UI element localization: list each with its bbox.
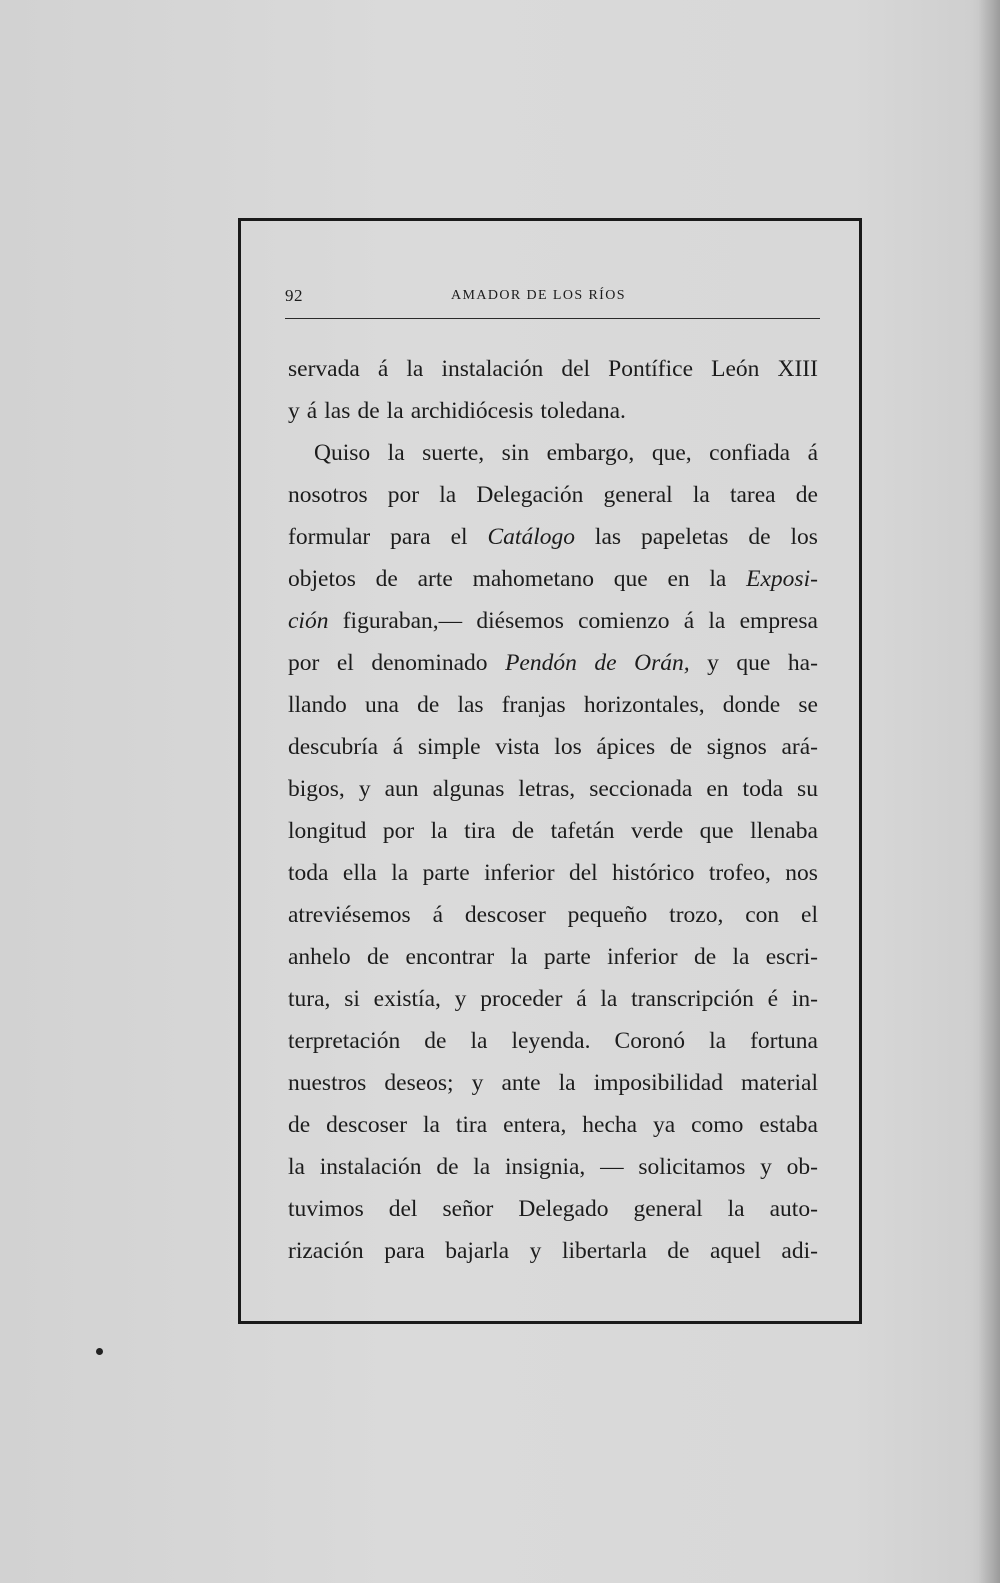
word: ción [288,608,329,634]
word: ob- [786,1154,818,1180]
word: suerte, [422,440,485,466]
word: simple [417,734,481,760]
word: á [306,398,318,424]
word: Catálogo [487,524,575,550]
word: la [406,356,424,382]
word: de [366,944,390,970]
word: donde [722,692,781,718]
word: ante [501,1070,541,1096]
word: de [748,524,771,550]
word: y [454,986,467,1012]
word: de [417,692,440,718]
word: inferior [607,944,678,970]
word: formular [288,524,371,550]
word: franjas [501,692,566,718]
word: las [324,398,351,424]
word: seccionada [589,776,693,802]
word: Orán, [634,650,690,676]
word: de [667,1238,690,1264]
word: anhelo [288,944,351,970]
word: general [603,482,673,508]
word: figuraban,— [342,608,463,634]
word: tafetán [550,818,615,844]
word: llando [288,692,347,718]
text-line [288,432,818,474]
word: descubría [288,734,379,760]
running-title: AMADOR DE LOS RÍOS [451,288,626,303]
word: que [736,650,771,676]
word: en [706,776,729,802]
word: insignia, [505,1154,586,1180]
word: Pendón [505,650,577,676]
word: Exposi- [746,566,818,592]
word: la [288,1154,305,1180]
word: comienzo [578,608,670,634]
word: toda [288,860,329,886]
word: bajarla [445,1238,510,1264]
word: la [430,818,448,844]
word: aun [384,776,419,802]
word: vista [495,734,540,760]
word: escri- [765,944,818,970]
word: general [633,1196,703,1222]
word: y [760,1154,772,1180]
word: de [669,734,693,760]
word: transcripción [631,986,754,1012]
page-edge-shadow [978,0,1000,1583]
word: atreviésemos [288,902,411,928]
text-line [288,390,818,432]
word: y [707,650,719,676]
text-line [288,474,818,516]
word: instalación [319,1154,422,1180]
word: Delegado [518,1196,609,1222]
word: la [600,986,618,1012]
word: algunas [432,776,505,802]
word: libertarla [561,1238,647,1264]
word: el [336,650,354,676]
text-line [288,1062,818,1104]
word: para [390,524,431,550]
word: se [798,692,818,718]
word: que, [651,440,692,466]
word: los [554,734,582,760]
word: Pontífice [608,356,694,382]
word: y [288,398,300,424]
word: fortuna [750,1028,818,1054]
word: de [693,944,717,970]
word: verde [631,818,684,844]
word: la [386,398,404,424]
word: arte [417,566,453,592]
word: encontrar [405,944,495,970]
word: — [600,1154,624,1180]
word: embargo, [546,440,635,466]
word: Quiso [314,440,371,466]
word: la [709,1028,727,1054]
word: nos [785,860,818,886]
word: diésemos [476,608,564,634]
word: los [790,524,818,550]
text-line [288,978,818,1020]
word: longitud [288,818,367,844]
text-line [288,348,818,390]
word: de [511,818,535,844]
word: de [375,566,398,592]
word: del [568,860,598,886]
word: á [683,608,695,634]
word: su [797,776,818,802]
word: á [807,440,818,466]
word: señor [442,1196,494,1222]
word: con [745,902,780,928]
word: y [471,1070,484,1096]
word: entera, [503,1112,567,1138]
word: Coronó [614,1028,686,1054]
word: la [708,608,726,634]
word: del [388,1196,418,1222]
word: ya [653,1112,676,1138]
word: proceder [480,986,563,1012]
word: rización [288,1238,364,1264]
text-line [288,726,818,768]
word: en [667,566,690,592]
word: instalación [441,356,544,382]
word: descoser [464,902,546,928]
text-line [288,1104,818,1146]
word: para [384,1238,425,1264]
word: llenaba [750,818,818,844]
word: tira [464,818,496,844]
word: la [473,1154,491,1180]
word: servada [288,356,360,382]
word: ha- [787,650,818,676]
text-line [288,1230,818,1272]
text-line [288,516,818,558]
word: tura, [288,986,331,1012]
word: descoser [326,1112,408,1138]
word: la [510,944,528,970]
word: á [377,356,389,382]
word: si [344,986,360,1012]
word: y [529,1238,542,1264]
word: pequeño [567,902,648,928]
text-line [288,852,818,894]
word: parte [422,860,470,886]
word: las [457,692,484,718]
word: la [387,440,405,466]
word: é [767,986,779,1012]
word: tira [455,1112,488,1138]
word: confiada [709,440,791,466]
word: la [391,860,409,886]
word: y [358,776,371,802]
word: que [699,818,734,844]
word: bigos, [288,776,345,802]
word: la [558,1070,576,1096]
word: tuvimos [288,1196,364,1222]
word: inferior [484,860,555,886]
word: existía, [373,986,441,1012]
word: histórico [612,860,695,886]
text-line [288,1020,818,1062]
word: la [439,482,457,508]
text-line [288,894,818,936]
text-line [288,1188,818,1230]
word: trofeo, [708,860,771,886]
word: archidiócesis [410,398,534,424]
text-line [288,936,818,978]
word: ella [342,860,377,886]
word: objetos [288,566,356,592]
word: el [801,902,818,928]
word: XIII [777,356,818,382]
word: una [364,692,399,718]
word: auto- [769,1196,818,1222]
word: ápices [596,734,656,760]
word: de [436,1154,459,1180]
word: papeletas [640,524,729,550]
word: mahometano [472,566,594,592]
word: sin [501,440,530,466]
word: adi- [781,1238,818,1264]
word: de [357,398,380,424]
text-line [288,600,818,642]
word: de [795,482,818,508]
word: empresa [739,608,818,634]
word: de [288,1112,311,1138]
word: la [692,482,710,508]
text-line [288,558,818,600]
word: tarea [729,482,776,508]
word: la [727,1196,745,1222]
text-line [288,810,818,852]
word: á [576,986,587,1012]
text-line [288,684,818,726]
word: León [711,356,760,382]
word: hecha [582,1112,638,1138]
word: nosotros [288,482,368,508]
word: toda [742,776,784,802]
word: ará- [781,734,818,760]
word: in- [791,986,818,1012]
word: imposibilidad [593,1070,723,1096]
word: aquel [710,1238,761,1264]
word: de [594,650,617,676]
text-line [288,1146,818,1188]
text-line [288,768,818,810]
word: estaba [759,1112,818,1138]
word: la [709,566,727,592]
word: la [470,1028,488,1054]
word: á [392,734,404,760]
body-text [288,348,818,1272]
word: trozo, [669,902,724,928]
word: leyenda. [511,1028,591,1054]
word: la [422,1112,440,1138]
text-line [288,642,818,684]
word: por [382,818,415,844]
word: nuestros [288,1070,367,1096]
word: toledana. [540,398,626,424]
page-number: 92 [285,286,303,305]
word: terpretación [288,1028,401,1054]
word: horizontales, [583,692,705,718]
word: signos [706,734,767,760]
word: parte [543,944,591,970]
word: denominado [371,650,488,676]
word: solicitamos [638,1154,746,1180]
word: Delegación [476,482,584,508]
word: deseos; [384,1070,454,1096]
word: de [424,1028,447,1054]
header-rule [285,318,820,319]
word: como [691,1112,744,1138]
word: el [450,524,468,550]
ink-speck [96,1348,103,1355]
word: del [561,356,591,382]
running-head [285,284,820,308]
word: que [613,566,648,592]
word: por [288,650,320,676]
word: las [594,524,622,550]
word: material [741,1070,818,1096]
word: por [387,482,420,508]
word: letras, [518,776,576,802]
word: á [432,902,443,928]
word: la [732,944,750,970]
